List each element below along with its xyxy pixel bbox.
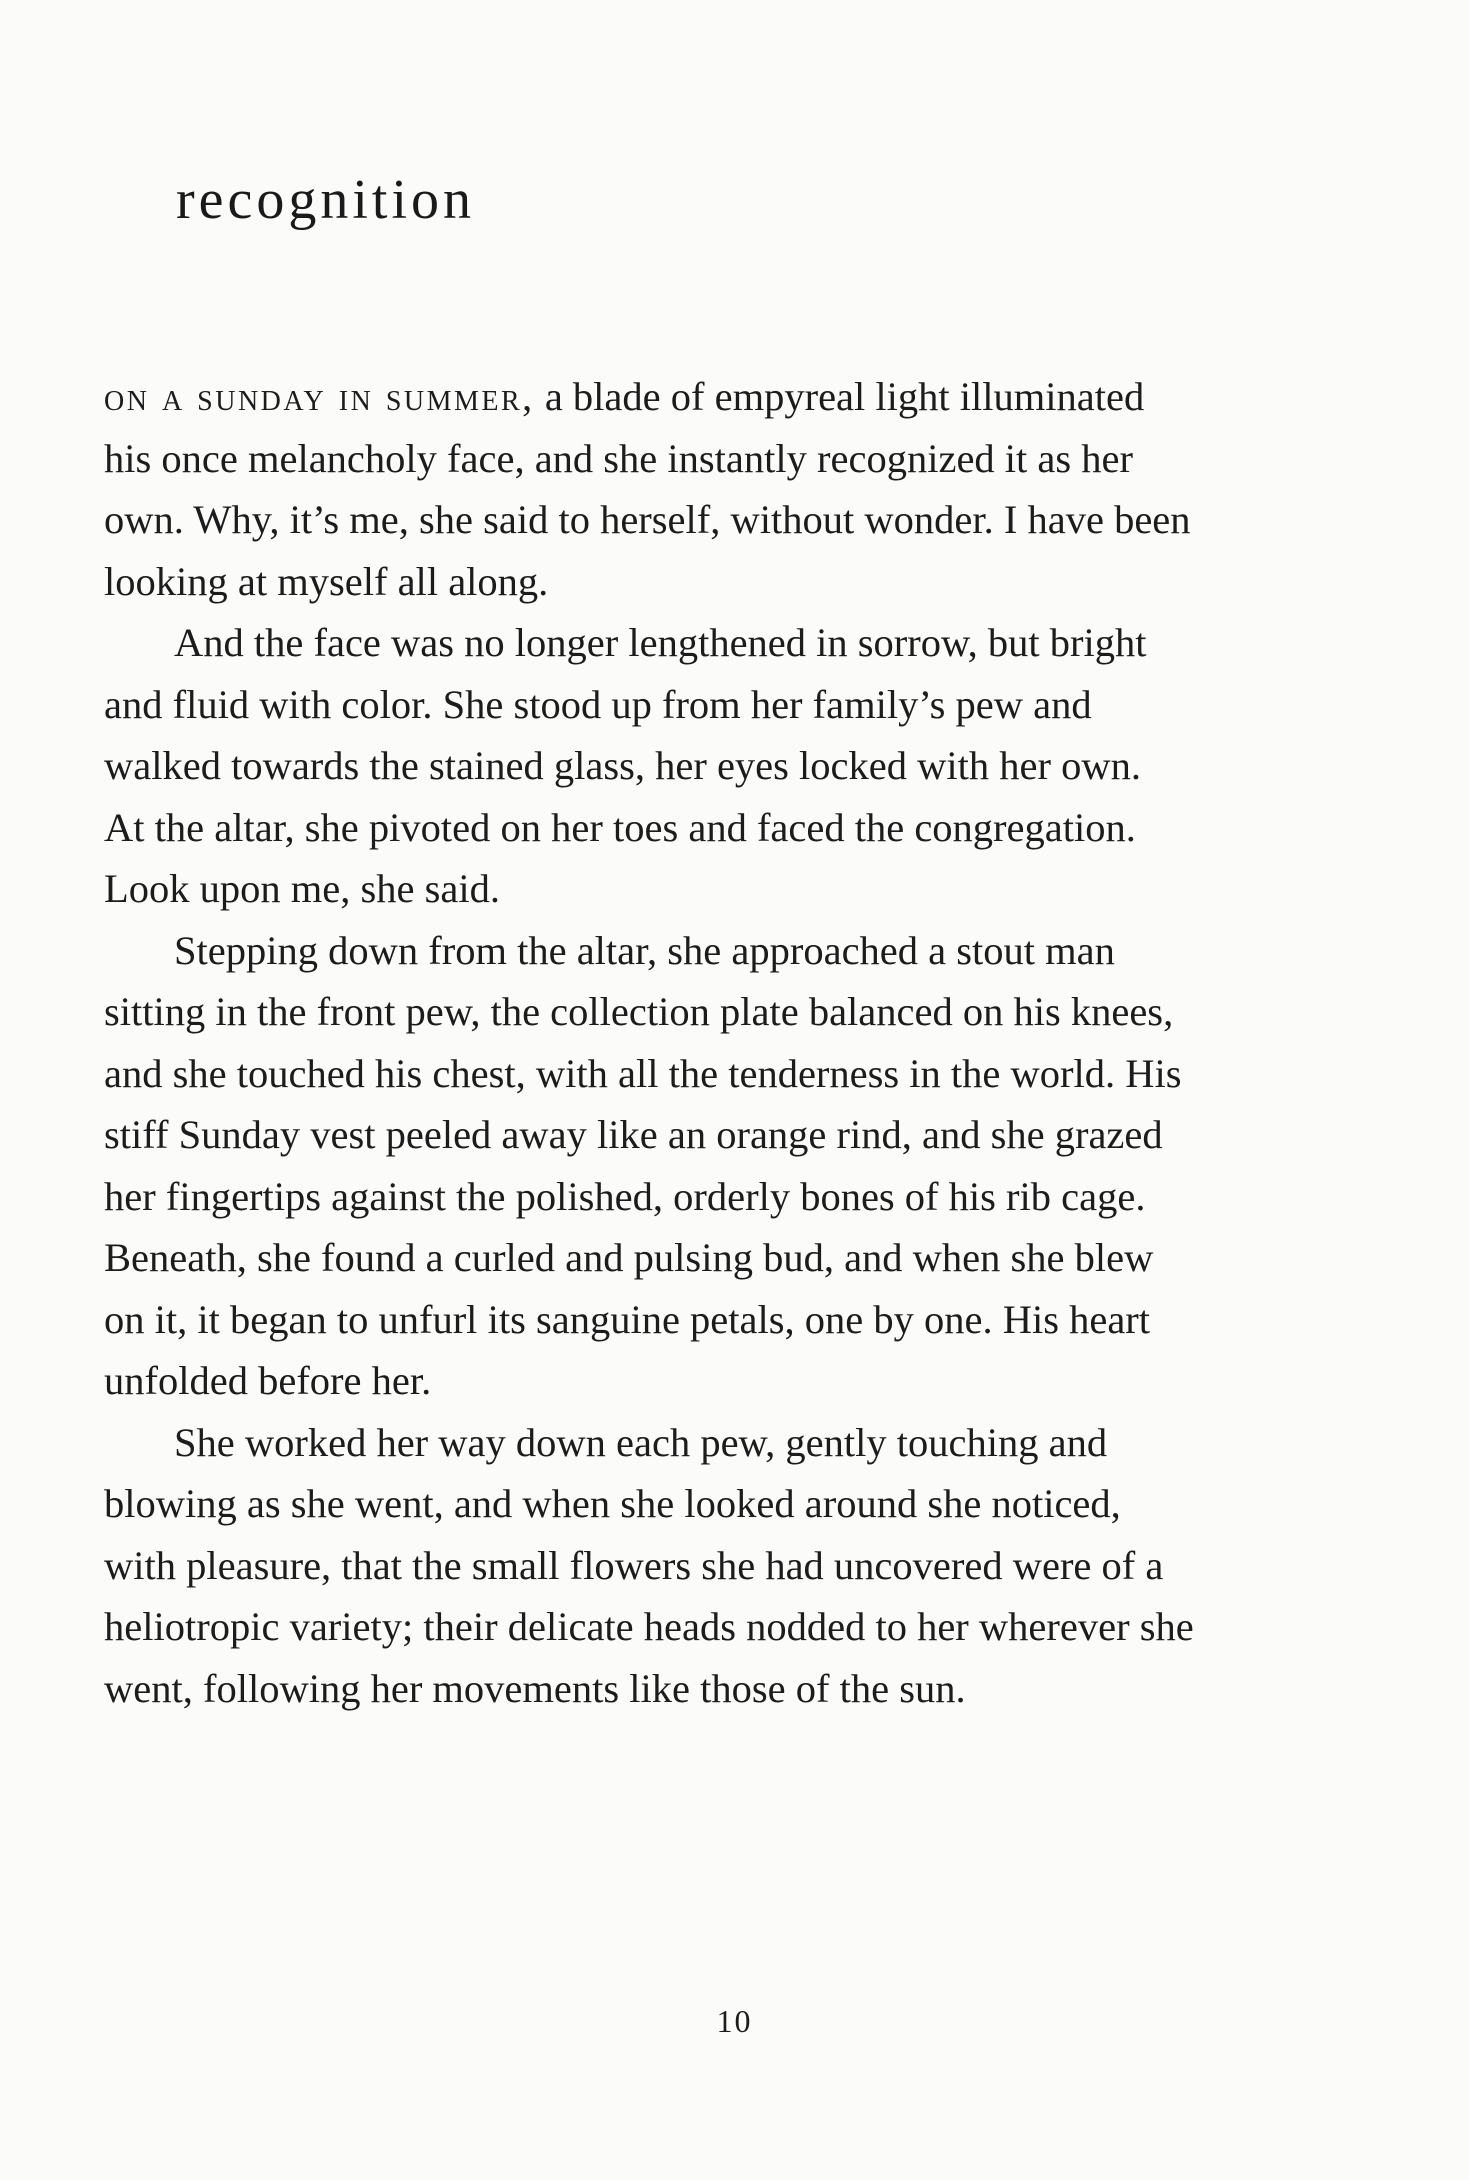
- text-line: own. Why, it’s me, she said to herself, without wonder. I have been: [104, 497, 1191, 542]
- chapter-body: [104, 366, 1324, 1719]
- chapter-title: recognition: [176, 169, 476, 231]
- text-line: Stepping down from the altar, she approached a stout man: [174, 927, 1115, 973]
- paragraph-1: [104, 366, 1324, 612]
- text-line: her fingertips against the polished, orderly bones of his rib cage.: [104, 1173, 1146, 1219]
- text-line: and she touched his chest, with all the tenderness in the world. His: [104, 1050, 1182, 1096]
- text-line: At the altar, she pivoted on her toes and faced the congregation.: [104, 804, 1136, 850]
- text-line: his once melancholy face, and she instantly recognized it as her: [104, 435, 1133, 481]
- opening-smallcaps: on a sunday in summer,: [104, 374, 535, 419]
- text-line: looking at myself all along.: [104, 558, 549, 604]
- text-line: sitting in the front pew, the collection plate balanced on his knees,: [104, 989, 1174, 1034]
- text-line: Beneath, she found a curled and pulsing bud, and when she blew: [104, 1235, 1154, 1280]
- text-line: on it, it began to unfurl its sanguine petals, one by one. His heart: [104, 1296, 1151, 1342]
- text-line: unfolded before her.: [104, 1358, 432, 1403]
- text-line: And the face was no longer lengthened in sorrow, but bright: [174, 620, 1147, 665]
- text-line: Look upon me, she said.: [104, 866, 500, 911]
- paragraph-3: [104, 920, 1324, 1412]
- text-line: went, following her movements like those of the sun.: [104, 1665, 966, 1711]
- page-number: 10: [716, 2003, 753, 2039]
- paragraph-2: [104, 612, 1324, 920]
- text-line: with pleasure, that the small flowers she had uncovered were of a: [104, 1542, 1164, 1588]
- text-line: She worked her way down each pew, gently touching and: [174, 1419, 1108, 1465]
- text-line: heliotropic variety; their delicate heads nodded to her wherever she: [104, 1604, 1194, 1649]
- text-line: walked towards the stained glass, her eyes locked with her own.: [104, 743, 1141, 788]
- text-line: blowing as she went, and when she looked around she noticed,: [104, 1481, 1121, 1526]
- text-line: [104, 366, 1324, 428]
- text-line-rest: a blade of empyreal light illuminated: [534, 374, 1145, 419]
- text-line: stiff Sunday vest peeled away like an orange rind, and she grazed: [104, 1112, 1163, 1157]
- paragraph-4: [104, 1412, 1324, 1720]
- text-line: and fluid with color. She stood up from her family’s pew and: [104, 681, 1092, 727]
